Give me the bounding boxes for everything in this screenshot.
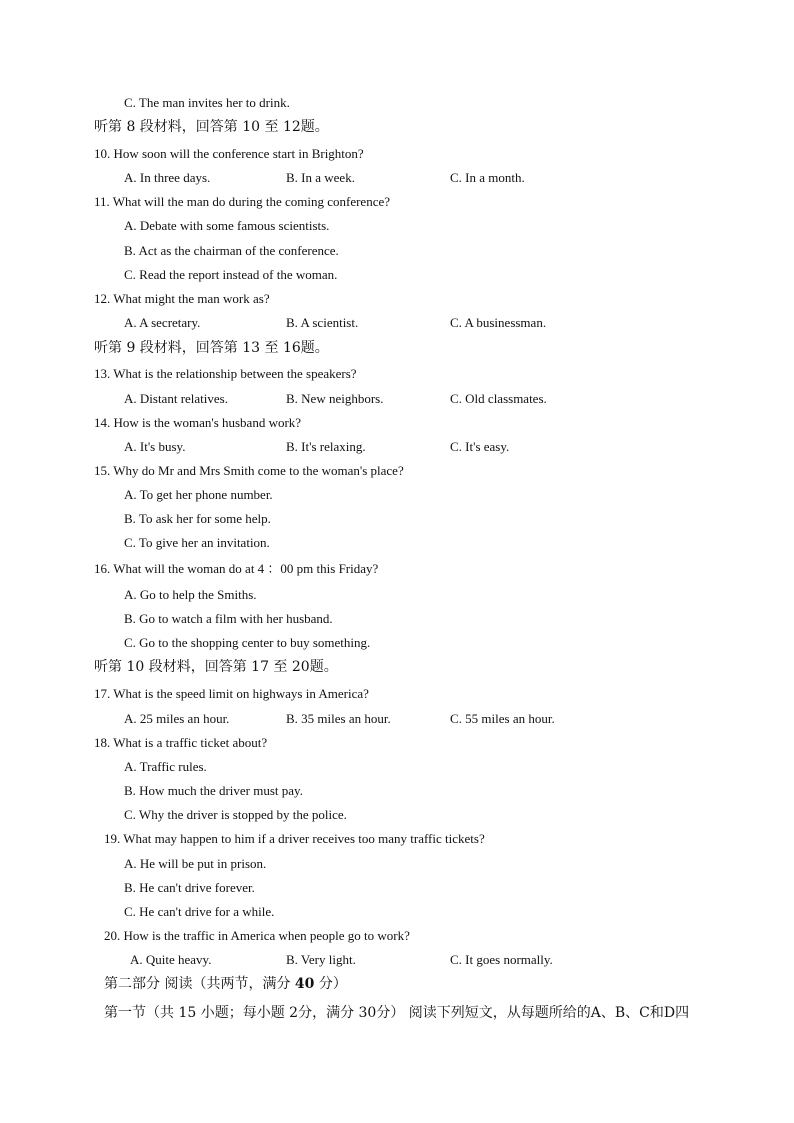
q20-option-c: C. It goes normally. (450, 952, 553, 967)
section8-instruction: 听第 8 段材料，回答第 10 至 12题。 (94, 119, 329, 135)
q12-option-a: A. A secretary. (124, 315, 201, 330)
q12-option-b: B. A scientist. (286, 315, 359, 330)
q18-option-c: C. Why the driver is stopped by the police. (124, 807, 347, 822)
question-17: 17. What is the speed limit on highways in America? (94, 686, 369, 701)
q11-option-a: A. Debate with some famous scientists. (124, 218, 330, 233)
q19-option-b: B. He can't drive forever. (124, 880, 255, 895)
part2-score: 40 (294, 976, 315, 992)
q14-option-a: A. It's busy. (124, 439, 186, 454)
question-20: 20. How is the traffic in America when people go to work? (104, 928, 410, 943)
q10-option-a: A. In three days. (124, 170, 211, 185)
part2-heading (104, 976, 347, 992)
section9-instruction: 听第 9 段材料，回答第 13 至 16题。 (94, 340, 329, 356)
question-12: 12. What might the man work as? (94, 291, 270, 306)
question-13: 13. What is the relationship between the speakers? (94, 366, 357, 381)
q17-option-a: A. 25 miles an hour. (124, 711, 230, 726)
q19-option-c: C. He can't drive for a while. (124, 904, 275, 919)
q14-option-b: B. It's relaxing. (286, 439, 366, 454)
q14-option-c: C. It's easy. (450, 439, 510, 454)
section1-instruction: 第一节（共 15 小题；每小题 2分，满分 30分） 阅读下列短文，从每题所给的A、B、C和D四 (104, 1005, 690, 1021)
q19-option-a: A. He will be put in prison. (124, 856, 267, 871)
q17-option-c: C. 55 miles an hour. (450, 711, 555, 726)
q15-option-a: A. To get her phone number. (124, 487, 273, 502)
q17-option-b: B. 35 miles an hour. (286, 711, 391, 726)
q15-option-b: B. To ask her for some help. (124, 511, 271, 526)
q10-option-b: B. In a week. (286, 170, 355, 185)
q11-option-c: C. Read the report instead of the woman. (124, 267, 338, 282)
q20-option-a: A. Quite heavy. (130, 952, 212, 967)
question-11: 11. What will the man do during the coming conference? (94, 194, 391, 209)
q16-option-b: B. Go to watch a film with her husband. (124, 611, 333, 626)
q11-option-b: B. Act as the chairman of the conference. (124, 243, 339, 258)
q15-option-c: C. To give her an invitation. (124, 535, 270, 550)
question-10: 10. How soon will the conference start in Brighton? (94, 146, 364, 161)
q16-option-a: A. Go to help the Smiths. (124, 587, 257, 602)
q13-option-b: B. New neighbors. (286, 391, 384, 406)
q13-option-c: C. Old classmates. (450, 391, 547, 406)
q16-option-c: C. Go to the shopping center to buy something. (124, 635, 371, 650)
q9-option-c: C. The man invites her to drink. (124, 95, 290, 110)
section10-instruction: 听第 10 段材料，回答第 17 至 20题。 (94, 659, 338, 675)
q12-option-c: C. A businessman. (450, 315, 547, 330)
question-14: 14. How is the woman's husband work? (94, 415, 302, 430)
q18-option-a: A. Traffic rules. (124, 759, 207, 774)
q20-option-b: B. Very light. (286, 952, 356, 967)
q10-option-c: C. In a month. (450, 170, 525, 185)
part2-heading-end: 分） (314, 976, 347, 992)
question-16: 16. What will the woman do at 4 ：00 pm this Friday? (94, 561, 379, 576)
question-15: 15. Why do Mr and Mrs Smith come to the woman's place? (94, 463, 404, 478)
q18-option-b: B. How much the driver must pay. (124, 783, 303, 798)
q13-option-a: A. Distant relatives. (124, 391, 228, 406)
question-18: 18. What is a traffic ticket about? (94, 735, 268, 750)
question-19: 19. What may happen to him if a driver receives too many traffic tickets? (104, 831, 485, 846)
part2-heading-text: 第二部分 阅读（共两节，满分 (104, 976, 295, 992)
